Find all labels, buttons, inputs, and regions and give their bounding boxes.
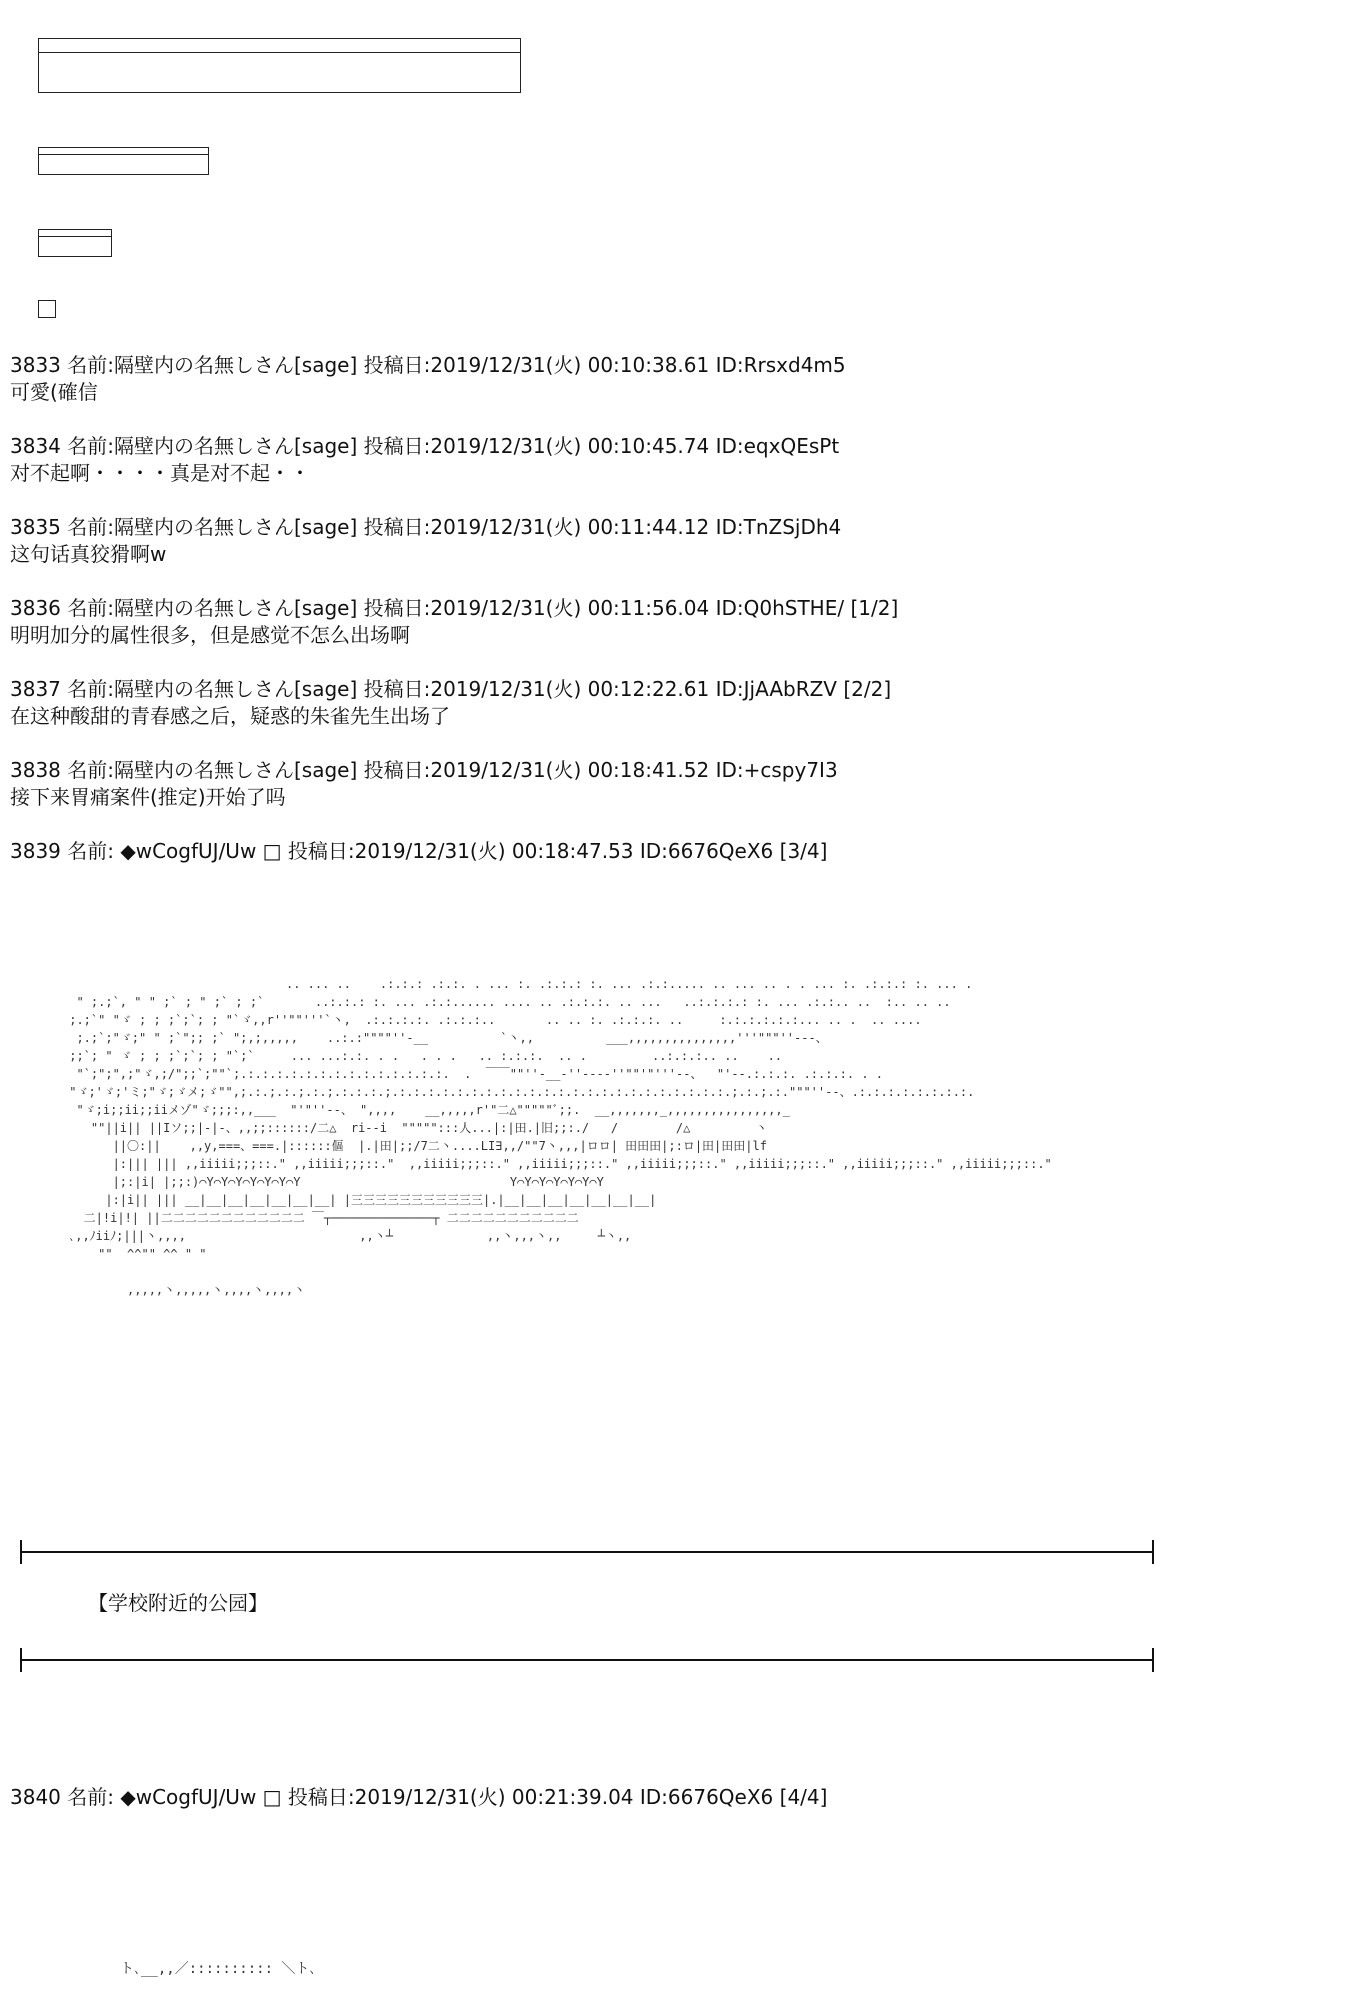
post-header: 3840 名前: ◆wCogfUJ/Uw □ 投稿日:2019/12/31(火) 00:21:39.04 ID:6676QeX6 [4/4]: [10, 1785, 828, 1809]
ascii-art-park-scene: .. ... .. .:.:.: .:.:. . ... :. .:.:.: :. ... .:.:..... .. ... .. . . ... :. .:.:.: :. ... . " ;.;`, " " ;` ; " ;` ; ;` ..:.:.: :. ... .:.:...... .... .. .:.:.:. .. ... ..:.:.:.: :. ... .:.:.. .. :.. .. .. ;.;`" "ゞ ; ; ;`;`; ; "`ゞ,,r''""'''`丶, .:.:.:.:. .:.:.:.. .. .. :. .:.:.:. .. :.:.:.:.:.:... .. . .. .... ;.;`;"ゞ;" " ;`";; ;` ";,;,,,,, ..:.:""""''‐__ `丶,, ___,,,,,,,,,,,,,,,'''"""''‐--、 ;;`; " ゞ ; ; ;`;`; ; "`;` ... ...:.:. . . . . . .. :.:.:. .. . ..:.:.:.. .. .. "`;";",;"ゞ,;/";;`;""`;.:.:.:.:.:.:.:.:.:.:.:.:.:.:. . ￣￣""''‐__‐''‐--‐''""'"'''--、 "'‐-.:.:.:. .:.:.:. . . "ゞ;'ゞ;'ミ;"ゞ;ゞメ;ゞ"",;.:.;.:.;.:.;.:.:.:.;.:.:.:.:.:.:.:.:.:.:.:.:.:.:.:.:.:.:.:.:.:.:.:.;.:.;.:."""''--、.:.:.:.:.:.:.:.:. "ゞ;i;;ii;;iiメゾ"ゞ;;;:,,___ "'"''‐-、 ",,,, __,,,,,r'"二△"""""ﾞ;;. __,,,,,,,_,,,,,,,,,,,,,,,,_ ""||i|| ||Iソ;;|‐|‐、,,;;::::::/二△ ri‐‐i """"":::人...|:|田.|旧;;:./ / /△ 丶 ||〇:|| ,,y,===、===.|::::::傴 |.|田|;;/7二丶....LI∃,,/""7丶,,,|ロロ| 田田田|;:ロ|田|田田|lf |:||| ||| ,,iiiii;;;::." ,,iiiii;;;::." ,,iiiii;;;::." ,,iiiii;;;::." ,,iiiii;;;::." ,,iiiii;;;::." ,,iiiii;;;::." ,,iiiii;;;::." |;:|i| |;;:)⌒Y⌒Y⌒Y⌒Y⌒Y⌒Y⌒Y Y⌒Y⌒Y⌒Y⌒Y⌒Y⌒Y |:|i|| ||| __|__|__|__|__|__|__| |三三三三三三三三三三三|.|__|__|__|__|__|__|__| 二|!i|!| ||二二二二二二二二二二二二 ￣┬──────────────┬ 二二二二二二二二二二二 ､,,ﾉiiﾉ;|||丶,,,, ,,丶┴ ,,丶,,,丶,, ┴丶,, "" ^^"" ^^ " " ,,,,,丶,,,,,丶,,,,丶,,,,丶: [69, 977, 1052, 1297]
post-header: 3834 名前:隔壁内の名無しさん[sage] 投稿日:2019/12/31(火) 00:10:45.74 ID:eqxQEsPt: [10, 434, 840, 458]
post-header: 3833 名前:隔壁内の名無しさん[sage] 投稿日:2019/12/31(火) 00:10:38.61 ID:Rrsxd4m5: [10, 353, 846, 377]
post: [10, 595, 898, 649]
empty-frame-tiny: [38, 300, 56, 318]
post-body: 明明加分的属性很多，但是感觉不怎么出场啊: [10, 623, 410, 647]
post: [10, 514, 841, 568]
divider-rule: [12, 1648, 1162, 1672]
post-header: 3837 名前:隔壁内の名無しさん[sage] 投稿日:2019/12/31(火) 00:12:22.61 ID:JjAAbRZV [2/2]: [10, 677, 892, 701]
post-header: 3838 名前:隔壁内の名無しさん[sage] 投稿日:2019/12/31(火) 00:18:41.52 ID:+cspy7I3: [10, 758, 838, 782]
post: [10, 838, 827, 865]
empty-frame-small: [38, 229, 112, 257]
post-body: 可愛(確信: [10, 380, 98, 404]
post: [10, 1784, 827, 1811]
post-header: 3836 名前:隔壁内の名無しさん[sage] 投稿日:2019/12/31(火) 00:11:56.04 ID:Q0hSTHE/ [1/2]: [10, 596, 899, 620]
empty-frame-large: [38, 38, 521, 93]
post-body: 接下来胃痛案件(推定)开始了吗: [10, 785, 286, 809]
post-body: 对不起啊・・・・真是对不起・・: [10, 461, 310, 485]
post: [10, 757, 838, 811]
post: [10, 352, 846, 406]
post-body: 在这种酸甜的青春感之后，疑惑的朱雀先生出场了: [10, 704, 450, 728]
divider-rule: [12, 1540, 1162, 1564]
post-header: 3839 名前: ◆wCogfUJ/Uw □ 投稿日:2019/12/31(火) 00:18:47.53 ID:6676QeX6 [3/4]: [10, 839, 828, 863]
post-header: 3835 名前:隔壁内の名無しさん[sage] 投稿日:2019/12/31(火) 00:11:44.12 ID:TnZSjDh4: [10, 515, 842, 539]
scene-caption: 【学校附近的公园】: [88, 1591, 268, 1615]
empty-frame-medium: [38, 147, 209, 175]
post: [10, 676, 891, 730]
post: [10, 433, 839, 487]
ascii-art-fragment: ト､__,,／:::::::::: ＼ト､: [120, 1961, 317, 1977]
post-body: 这句话真狡猾啊w: [10, 542, 167, 566]
